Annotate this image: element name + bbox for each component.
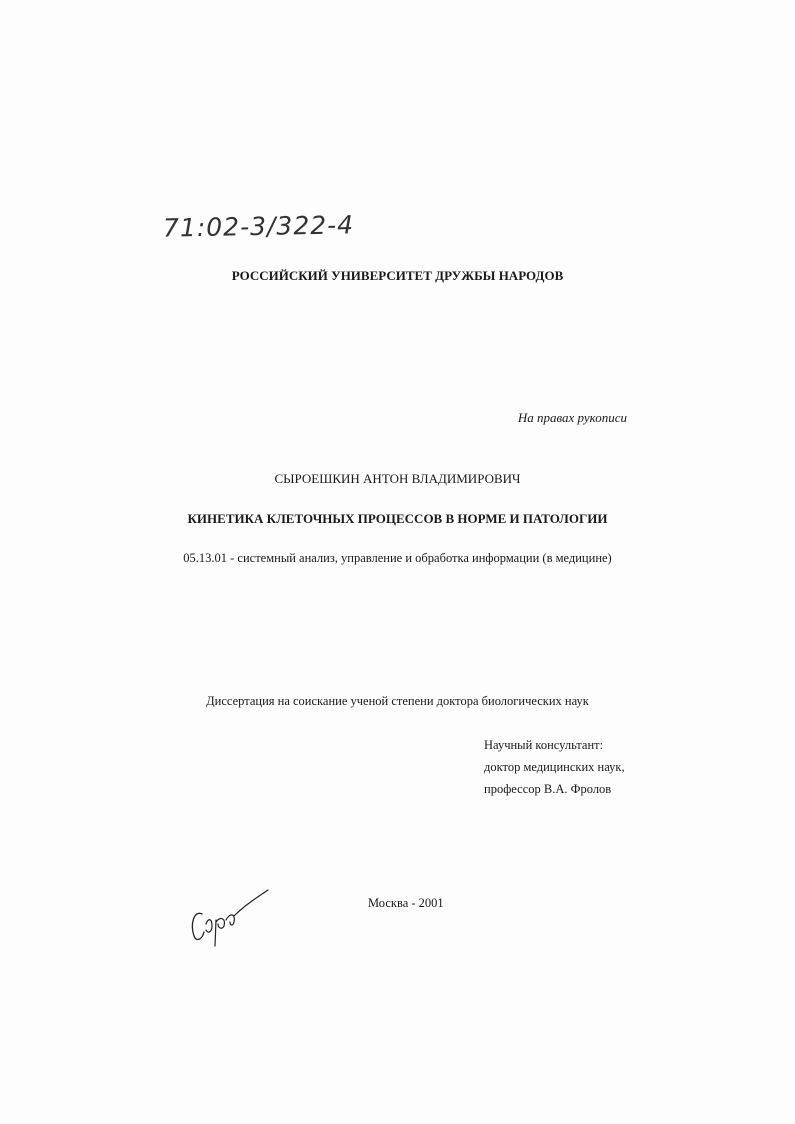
- specialty-code: 05.13.01 - системный анализ, управление и обработка информации (в медицине): [183, 551, 612, 565]
- rights-note: На правах рукописи: [517, 410, 627, 425]
- dissertation-title: КИНЕТИКА КЛЕТОЧНЫХ ПРОЦЕССОВ В НОРМЕ И ПАТОЛОГИИ: [187, 511, 608, 526]
- consultant-block: [484, 734, 625, 800]
- signature-icon: [188, 884, 272, 956]
- university-name: РОССИЙСКИЙ УНИВЕРСИТЕТ ДРУЖБЫ НАРОДОВ: [231, 268, 564, 283]
- consultant-role: Научный консультант:: [484, 738, 604, 752]
- author-name: СЫРОЕШКИН АНТОН ВЛАДИМИРОВИЧ: [274, 471, 521, 486]
- city-year: Москва - 2001: [368, 896, 444, 910]
- archive-code-handwritten: 71:02-3/322-4: [162, 210, 355, 243]
- consultant-name: профессор В.А. Фролов: [484, 782, 612, 796]
- degree-statement: Диссертация на соискание ученой степени доктора биологических наук: [206, 694, 589, 708]
- consultant-degree: доктор медицинских наук,: [484, 760, 625, 774]
